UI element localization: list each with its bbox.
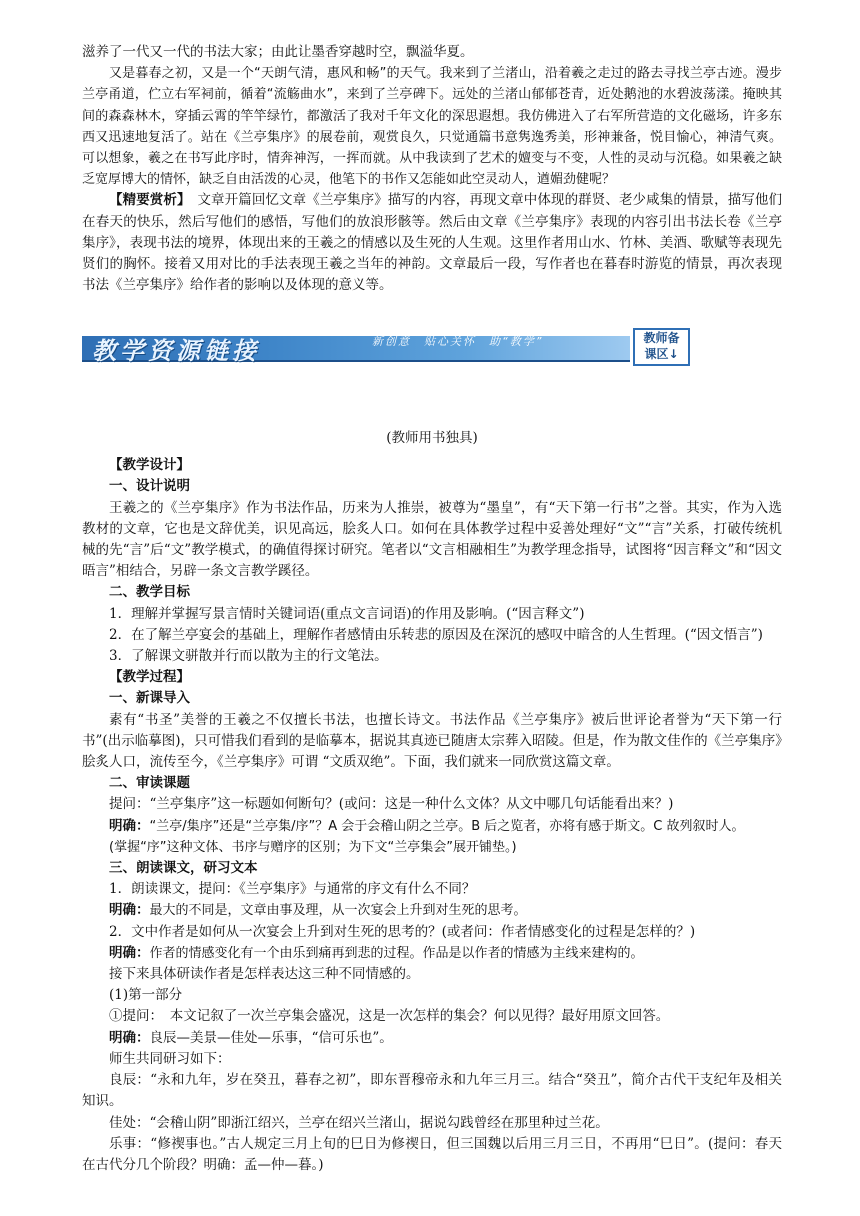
badge-line1: 教师备 <box>643 331 680 345</box>
question-text: 1．朗读课文，提问：《兰亭集序》与通常的序文有什么不同？ <box>109 881 476 898</box>
section-heading: 一、设计说明 <box>109 478 190 495</box>
answer-paragraph <box>82 816 782 837</box>
badge-line2: 课区↓ <box>644 347 679 361</box>
transition-text: 接下来具体研读作者是怎样表达这三种不同情感的。 <box>109 966 420 983</box>
banner-title: 教学资源链接 <box>92 336 260 365</box>
paragraph-continued: 滋养了一代又一代的书法大家；由此让墨香穿越时空，飘溢华夏。 <box>82 44 474 60</box>
study-item: 乐事：“修禊事也。”古人规定三月上旬的巳日为修禊日，但三国魏以后用三月三日，不再用“巳日”。(提问：春天在古代分几个阶段？明确：孟—仲—暮。) <box>82 1135 782 1173</box>
goal-item: 3．了解课文骈散并行而以散为主的行文笔法。 <box>109 648 388 665</box>
joint-study-text: 师生共同研习如下： <box>109 1050 231 1067</box>
answer-text: 最大的不同是，文章由事及理，从一次宴会上升到对生死的思考。 <box>149 903 527 919</box>
goal-item: 1．理解并掌握写景言情时关键词语(重点文言词语)的作用及影响。(“因言释文”) <box>109 605 585 622</box>
analysis-label: 【精要赏析】 <box>109 192 184 209</box>
section-heading: 三、朗读课文，研习文本 <box>109 860 258 877</box>
question-text: 2．文中作者是如何从一次宴会上升到对生死的思考的？(或者问：作者情感变化的过程是怎样的？) <box>109 923 696 940</box>
section-heading: 二、教学目标 <box>109 584 190 601</box>
study-item: 佳处：“会稽山阴”即浙江绍兴，兰亭在绍兴兰渚山，据说勾践曾经在那里种过兰花。 <box>109 1114 609 1131</box>
section-heading: 一、新课导入 <box>109 690 190 707</box>
section-heading: 二、审读课题 <box>109 775 190 792</box>
answer-text: “兰亭/集序”还是“兰亭集/序”？A 会于会稽山阴之兰亭。B 后之览者，亦将有感于斯文。C 故列叙时人。 <box>149 818 745 834</box>
design-text: 王羲之的《兰亭集序》作为书法作品，历来为人推崇，被尊为“墨皇”，有“天下第一行书”之誉。其实，作为入选教材的文章，它也是文辞优美，识见高远，脍炙人口。如何在具体教学过程中妥善处理好“文”“言”关系，打破传统机械的先“言”后“文”教学模式，的确值得探讨研究。笔者以“文言相融相生”为教学理念指导，试图将“因言释文”和“因文晤言”相结合，另辟一条文言教学蹊径。 <box>82 499 782 580</box>
answer-label: 明确： <box>109 944 150 961</box>
note-text: (掌握“序”这种文体、书序与赠序的区别；为下文“兰亭集会”展开铺垫。) <box>109 839 517 855</box>
banner-slogan: 新创意 贴心关怀 助“教学” <box>372 335 544 348</box>
answer-label: 明确： <box>109 1029 150 1046</box>
resource-banner <box>82 328 690 368</box>
paragraph-essay: 又是暮春之初，又是一个“天朗气清，惠风和畅”的天气。我来到了兰渚山，沿着羲之走过的路去寻找兰亭古迹。漫步兰亭甬道，伫立右军祠前，循着“流觞曲水”，来到了兰亭碑下。远处的兰渚山郁郁苍青，近处鹅池的水碧波荡漾。掩映其间的森森林木，穿插云霄的竿竿绿竹，都激活了我对千年文化的深思遐想。我仿佛进入了右军所营造的文化磁场，许多东西又迅速地复活了。站在《兰亭集序》的展卷前，观赏良久，只觉通篇书意隽逸秀美，形神兼备，悦目愉心，神清气爽。可以想象，羲之在书写此序时，情奔神泻，一挥而就。从中我读到了艺术的嬗变与不变，人性的灵动与沉稳。如果羲之缺乏宽厚博大的情怀，缺乏自由活泼的心灵，他笔下的书作又怎能如此空灵动人，遒媚劲健呢？ <box>82 66 782 188</box>
answer-text: 作者的情感变化有一个由乐到痛再到悲的过程。作品是以作者的情感为主线来建构的。 <box>149 945 644 961</box>
teacher-only-note: (教师用书独具) <box>386 430 478 446</box>
goal-item: 2．在了解兰亭宴会的基础上，理解作者感情由乐转悲的原因及在深沉的感叹中暗含的人生哲理。(“因文悟言”) <box>109 626 763 643</box>
intro-text: 素有“书圣”美誉的王羲之不仅擅长书法，也擅长诗文。书法作品《兰亭集序》被后世评论者誉为“天下第一行书”(出示临摹图)，只可惜我们看到的是临摹本，据说其真迹已随唐太宗葬入昭陵。但是，作为散文佳作的《兰亭集序》脍炙人口，流传至今，《兰亭集序》可谓 “文质双绝”。下面，我们就来一同欣赏这篇文章。 <box>82 711 782 771</box>
answer-label: 明确： <box>109 817 150 834</box>
question-text: ①提问： 本文记叙了一次兰亭集会盛况，这是一次怎样的集会？何以见得？最好用原文回答。 <box>109 1008 670 1025</box>
answer-paragraph <box>82 1028 782 1049</box>
answer-paragraph <box>82 900 782 921</box>
top-section <box>82 0 782 296</box>
process-heading: 【教学过程】 <box>109 669 190 686</box>
teaching-section <box>82 428 782 1176</box>
analysis-text: 文章开篇回忆文章《兰亭集序》描写的内容，再现文章中体现的群贤、老少咸集的情景，描写他们在春天的快乐，然后写他们的感悟，写他们的放浪形骸等。然后由文章《兰亭集序》表现的内容引出书法长卷《兰亭集序》，表现书法的境界，体现出来的王羲之的情感以及生死的人生观。这里作者用山水、竹林、美酒、歌赋等表现先贤们的胸怀。接着又用对比的手法表现王羲之当年的神韵。文章最后一段，写作者也在暮春时游览的情景，再次表现书法《兰亭集序》给作者的影响以及体现的意义等。 <box>82 192 783 294</box>
answer-text: 良辰—美景—佳处—乐事，“信可乐也”。 <box>149 1029 393 1046</box>
study-item: 良辰：“永和九年，岁在癸丑，暮春之初”，即东晋穆帝永和九年三月三。结合“癸丑”，简介古代干支纪年及相关知识。 <box>82 1072 782 1110</box>
design-heading: 【教学设计】 <box>109 457 190 474</box>
teacher-badge <box>633 328 690 366</box>
analysis-paragraph <box>82 190 782 296</box>
question-text: 提问：“兰亭集序”这一标题如何断句？(或问：这是一种什么文体？从文中哪几句话能看出来？) <box>109 796 674 813</box>
answer-label: 明确： <box>109 902 150 919</box>
part-heading: (1)第一部分 <box>109 987 183 1004</box>
answer-paragraph <box>82 943 782 964</box>
